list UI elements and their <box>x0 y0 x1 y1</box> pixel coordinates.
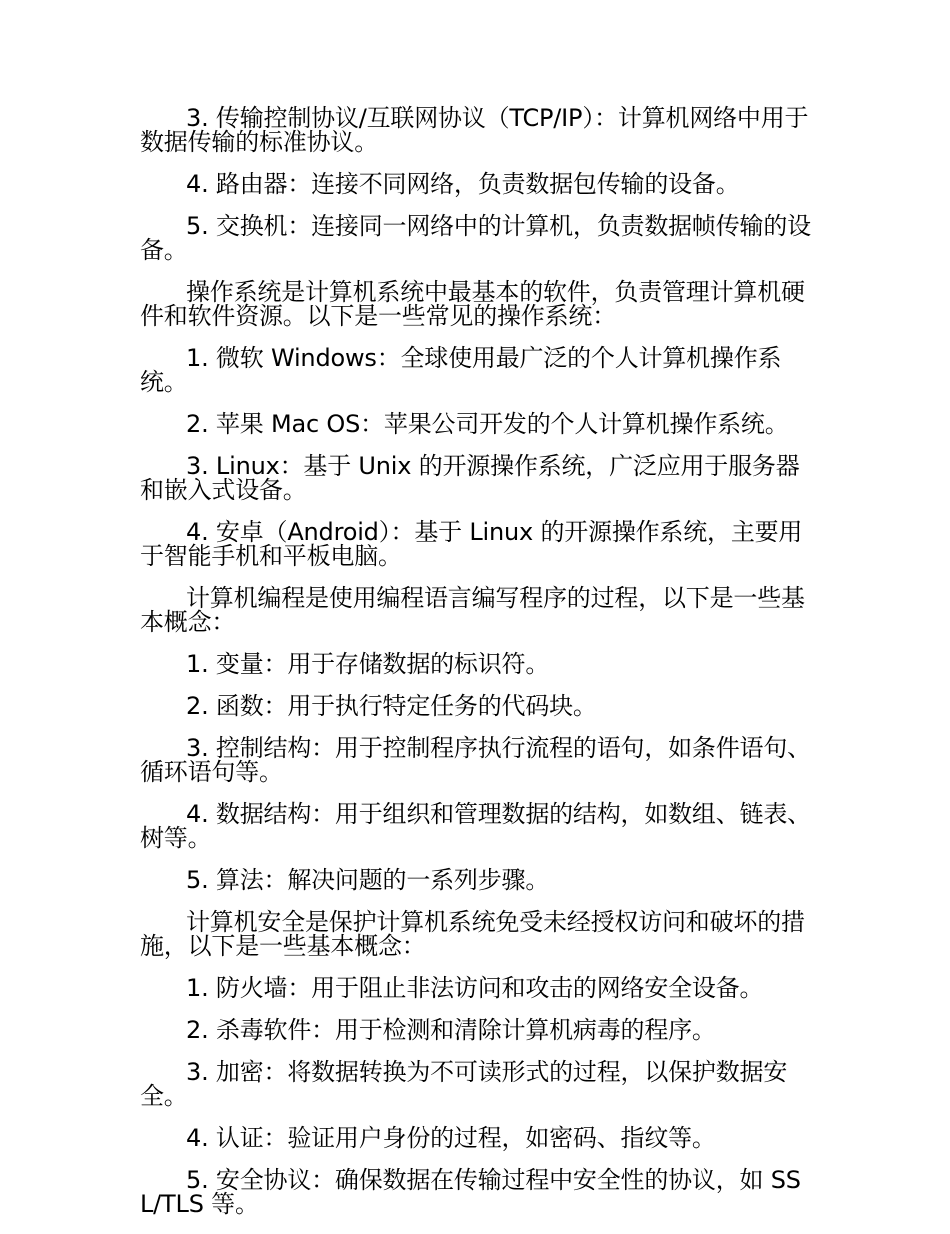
paragraph-function: 2. 函数：用于执行特定任务的代码块。 <box>186 692 597 720</box>
paragraph-control-structure: 3. 控制结构：用于控制程序执行流程的语句，如条件语句、循环语句等。 <box>140 734 811 786</box>
paragraph-mac-os: 2. 苹果 Mac OS：苹果公司开发的个人计算机操作系统。 <box>186 410 789 438</box>
paragraph-firewall: 1. 防火墙：用于阻止非法访问和攻击的网络安全设备。 <box>186 974 764 1002</box>
paragraph-authentication: 4. 认证：验证用户身份的过程，如密码、指纹等。 <box>186 1124 716 1152</box>
paragraph-linux: 3. Linux：基于 Unix 的开源操作系统，广泛应用于服务器和嵌入式设备。 <box>140 452 800 504</box>
paragraph-security-protocol: 5. 安全协议：确保数据在传输过程中安全性的协议，如 SSL/TLS 等。 <box>140 1166 801 1218</box>
paragraph-os-intro: 操作系统是计算机系统中最基本的软件，负责管理计算机硬件和软件资源。以下是一些常见的操作系统： <box>140 278 805 330</box>
paragraph-encryption: 3. 加密：将数据转换为不可读形式的过程，以保护数据安全。 <box>140 1058 788 1110</box>
paragraph-security-intro: 计算机安全是保护计算机系统免受未经授权访问和破坏的措施，以下是一些基本概念： <box>140 908 805 960</box>
paragraph-variable: 1. 变量：用于存储数据的标识符。 <box>186 650 550 678</box>
paragraph-android: 4. 安卓（Android）：基于 Linux 的开源操作系统，主要用于智能手机和平板电脑。 <box>140 518 803 570</box>
paragraph-windows: 1. 微软 Windows：全球使用最广泛的个人计算机操作系统。 <box>140 344 782 396</box>
paragraph-tcp-ip: 3. 传输控制协议/互联网协议（TCP/IP）：计算机网络中用于数据传输的标准协议。 <box>140 104 809 156</box>
paragraph-router: 4. 路由器：连接不同网络，负责数据包传输的设备。 <box>186 170 740 198</box>
paragraph-switch: 5. 交换机：连接同一网络中的计算机，负责数据帧传输的设备。 <box>140 212 811 264</box>
paragraph-data-structure: 4. 数据结构：用于组织和管理数据的结构，如数组、链表、树等。 <box>140 800 811 852</box>
paragraph-antivirus: 2. 杀毒软件：用于检测和清除计算机病毒的程序。 <box>186 1016 716 1044</box>
paragraph-programming-intro: 计算机编程是使用编程语言编写程序的过程，以下是一些基本概念： <box>140 584 805 636</box>
paragraph-algorithm: 5. 算法：解决问题的一系列步骤。 <box>186 866 550 894</box>
document-body <box>140 106 812 1234</box>
